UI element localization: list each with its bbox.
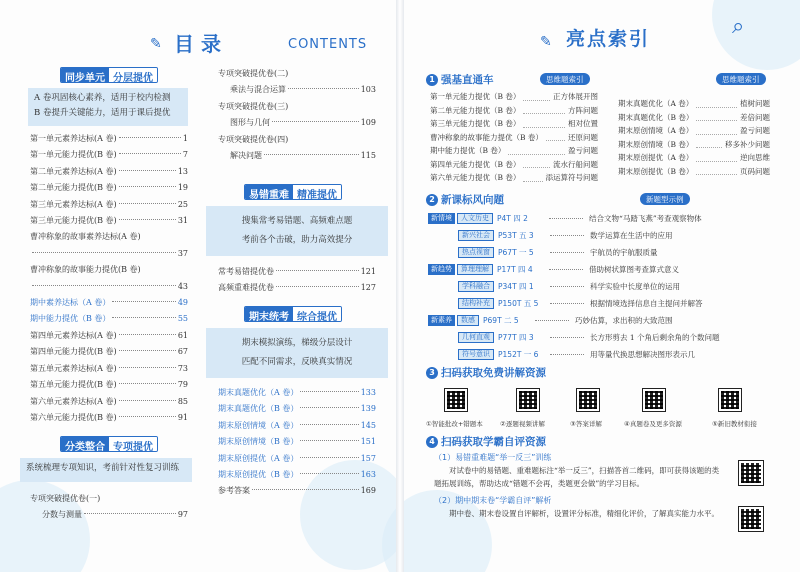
toc-entry-title: 期中能力提优（B 卷） (30, 314, 111, 324)
toc-entry[interactable] (218, 148, 376, 164)
dot-leader (523, 101, 565, 115)
toc-entry-title: 第二单元能力提优(B 卷) (30, 183, 117, 193)
index-entry-topic: 盈亏问题 (740, 126, 770, 135)
question-location: P150T 五 5 (498, 299, 539, 308)
index-entry-title: 第四单元能力提优（B 卷） (430, 159, 521, 169)
toc-entry-title: 高频重难提优卷 (218, 283, 274, 293)
pill-label: 思维题索引 (716, 73, 766, 85)
category-tag: 几何直观 (458, 332, 494, 343)
toc-list-units (30, 131, 188, 426)
toc-entry[interactable] (30, 491, 188, 507)
section-subtag: 专项提优 (109, 437, 157, 451)
section-tag: 易错重难 (245, 185, 293, 199)
dot-leader (112, 317, 175, 318)
index-entry (430, 117, 598, 131)
dot-leader (696, 108, 737, 122)
dot-leader (549, 269, 583, 270)
text-line: 水平。 (696, 509, 719, 518)
dot-leader (549, 218, 583, 219)
toc-page-number: 43 (177, 281, 188, 291)
text-line: 期中卷、期末卷设置自评解析，设置评分标准，精细化评价，了解真实能力 (449, 509, 697, 518)
index-entry (618, 111, 770, 125)
section-heading-text: 强基直通车 (441, 74, 494, 86)
section-description (20, 458, 192, 482)
toc-entry-title: 专项突破提优卷(三) (218, 101, 289, 111)
toc-page-number: 97 (177, 510, 188, 520)
new-question-row (428, 331, 778, 344)
toc-entry[interactable] (30, 164, 188, 180)
dot-leader (696, 162, 737, 176)
toc-entry[interactable] (218, 115, 376, 131)
qr-code[interactable] (718, 388, 742, 412)
question-description: 宇航员的宇航服质量 (590, 248, 658, 257)
section-description (28, 88, 188, 126)
toc-page-number: 31 (177, 216, 188, 226)
toc-entry-title: 专项突破提优卷(四) (218, 134, 289, 144)
category-tag: 新兴社会 (458, 230, 494, 241)
index-entry-topic: 还原问题 (568, 132, 598, 142)
section-heading-2 (426, 192, 504, 207)
category-tag: 符号意识 (458, 349, 494, 360)
new-question-row (428, 212, 778, 225)
question-description: 科学实验中长度单位的运用 (590, 282, 680, 291)
index-entry-title: 期末原创提优（A 卷） (618, 153, 694, 162)
group-tag: 新趋势 (428, 264, 455, 275)
text-line: 对试卷中的易错题、重难题标注“举一反三”，扫描答首二维码，即可获得该题 (449, 466, 705, 475)
toc-entry-title: 第二单元素养达标(A 卷) (30, 166, 117, 176)
toc-page-number: 73 (177, 363, 188, 373)
toc-page-number: 145 (360, 420, 376, 430)
item-text (434, 508, 726, 521)
toc-entry-title: 第三单元能力提优(B 卷) (30, 216, 117, 226)
toc-entry[interactable] (218, 280, 376, 296)
toc-entry[interactable] (30, 197, 188, 213)
qr-code[interactable] (738, 460, 764, 486)
dot-leader (112, 301, 175, 302)
toc-entry[interactable] (218, 401, 376, 417)
qr-caption: ②逐题视频讲解 (500, 420, 545, 428)
qr-caption: ①智能批改+错题本 (426, 420, 483, 428)
index-entry (430, 90, 598, 104)
dot-leader (119, 153, 181, 154)
toc-entry[interactable] (218, 434, 376, 450)
toc-entry[interactable] (30, 131, 188, 147)
dot-leader (32, 285, 176, 286)
dot-leader (523, 87, 550, 101)
section-description (206, 206, 388, 256)
toc-page-number: 91 (177, 412, 188, 422)
index-list-a (430, 90, 598, 185)
index-entry-title: 期末真题优化（B 卷） (618, 112, 694, 122)
toc-page-number: 85 (177, 396, 188, 406)
toc-entry[interactable] (218, 99, 376, 115)
dot-leader (276, 286, 359, 287)
qr-code[interactable] (642, 388, 666, 412)
dot-leader (550, 337, 584, 338)
section-number: 4 (426, 436, 438, 448)
section-description (206, 328, 388, 378)
qr-code[interactable] (738, 506, 764, 532)
toc-entry[interactable] (30, 328, 188, 344)
section-heading-text: 扫码获取免费讲解资源 (441, 367, 546, 379)
toc-page-number: 79 (177, 380, 188, 390)
toc-entry-title: 第三单元素养达标(A 卷) (30, 199, 117, 209)
dot-leader (252, 489, 359, 490)
toc-list-final (218, 385, 376, 500)
section-header-final (244, 306, 342, 322)
toc-entry-title: 第六单元能力提优(B 卷) (30, 412, 117, 422)
qr-code[interactable] (444, 388, 468, 412)
index-entry-title: 曹冲称象的故事能力提优（B 卷） (430, 132, 543, 142)
section-tag: 分类整合 (61, 437, 109, 451)
index-entry-title: 第一单元能力提优（B 卷） (430, 92, 521, 101)
question-description: 长方形剪去 1 个角后剩余角的个数问题 (590, 333, 720, 342)
toc-entry[interactable] (30, 147, 188, 163)
toc-page-number: 169 (360, 486, 376, 496)
toc-page-number: 61 (177, 330, 188, 340)
index-entry-title: 第三单元能力提优（B 卷） (430, 119, 521, 128)
dot-leader (119, 137, 181, 138)
toc-entry-title: 期末原创情境（B 卷） (218, 437, 299, 447)
book-gutter (396, 0, 404, 572)
dot-leader (119, 186, 176, 187)
toc-entry-title: 解决问题 (230, 151, 262, 161)
text-line: 的类题拓展训练，帮助达成“错题不会再，类题更会做”的学习目标。 (434, 466, 720, 488)
toc-entry[interactable] (218, 66, 376, 82)
dot-leader (119, 334, 176, 335)
toc-entry[interactable] (30, 213, 188, 229)
page-title: 亮点索引 (566, 28, 651, 50)
desc-line: 搜集常考易错题、高频难点题 (241, 216, 353, 226)
toc-entry[interactable] (30, 295, 188, 311)
new-question-row (428, 229, 778, 242)
decor-bubble (712, 0, 800, 70)
toc-entry[interactable] (30, 229, 188, 245)
dot-leader (119, 400, 176, 401)
toc-entry-title: 第一单元素养达标(A 卷) (30, 134, 117, 143)
toc-page-number: 157 (360, 453, 376, 463)
toc-entry[interactable] (30, 246, 188, 262)
dot-leader (523, 114, 565, 128)
dot-leader (523, 155, 550, 169)
toc-list-special-cont (218, 66, 376, 164)
toc-page-number: 103 (360, 85, 376, 95)
toc-page-number: 19 (177, 183, 188, 193)
qr-code[interactable] (576, 388, 600, 412)
section-subtag: 综合提优 (293, 307, 341, 321)
toc-page-number: 127 (360, 283, 376, 293)
toc-entry-title: 第四单元素养达标(A 卷) (30, 330, 117, 340)
category-tag: 数感 (457, 315, 479, 326)
desc-line: A 卷巩固核心素养，适用于校内检测 (34, 93, 171, 103)
toc-page-number: 37 (177, 248, 188, 258)
toc-entry-title: 分数与测量 (42, 510, 82, 520)
index-entry (618, 138, 770, 152)
new-question-row (428, 314, 778, 327)
dot-leader (550, 303, 584, 304)
pill-label: 思维题索引 (540, 73, 590, 85)
toc-entry[interactable] (30, 507, 188, 523)
toc-entry-title: 期末原创提优（B 卷） (218, 470, 299, 480)
index-entry-topic: 逆向思维 (740, 153, 770, 162)
index-entry (430, 104, 598, 118)
question-description: 用等量代换思想解决图形表示几 (590, 350, 695, 359)
section-heading-3 (426, 365, 546, 380)
dot-leader (276, 270, 359, 271)
question-location: P17T 四 4 (497, 265, 533, 274)
section-tag: 期末统考 (245, 307, 293, 321)
question-description: 数学运算在生活中的应用 (590, 231, 673, 240)
toc-entry-title: 期中素养达标（A 卷） (30, 298, 111, 308)
category-tag: 算理理解 (457, 264, 493, 275)
toc-entry-title: 参考答案 (218, 486, 250, 496)
index-entry-title: 期末原创提优（B 卷） (618, 166, 694, 176)
toc-entry[interactable] (30, 180, 188, 196)
desc-line: 考前各个击破，助力高效提分 (241, 235, 353, 245)
dot-leader (264, 154, 359, 155)
toc-entry-title: 第五单元素养达标(A 卷) (30, 363, 117, 373)
toc-page-number: 133 (360, 388, 376, 397)
toc-page-number: 55 (177, 314, 188, 324)
qr-caption: ④真题卷及更多资源 (624, 420, 682, 428)
toc-entry-title: 专项突破提优卷(二) (218, 69, 289, 78)
toc-entry-title: 曹冲称象的故事素养达标(A 卷) (30, 232, 141, 242)
category-tag: 人文历史 (457, 213, 493, 224)
index-entry (618, 151, 770, 165)
category-tag: 学科融合 (458, 281, 494, 292)
toc-entry[interactable] (30, 262, 188, 278)
section-heading-1 (426, 72, 494, 87)
toc-entry[interactable] (30, 344, 188, 360)
dot-leader (288, 88, 359, 89)
question-location: P69T 二 5 (483, 316, 519, 325)
toc-entry[interactable] (30, 361, 188, 377)
index-entry-topic: 植树问题 (740, 99, 770, 108)
section-tag: 同步单元 (61, 68, 109, 82)
toc-page-number: 115 (360, 151, 376, 161)
section-subtag: 精准提优 (293, 185, 341, 199)
index-list-b (618, 97, 770, 178)
toc-list-errors (218, 264, 376, 297)
dot-leader (300, 424, 358, 425)
toc-entry-title: 期末原创提优（A 卷） (218, 453, 299, 463)
new-question-row (428, 246, 778, 259)
dot-leader (696, 121, 737, 135)
dot-leader (508, 141, 565, 155)
section-header-category (60, 436, 158, 452)
toc-entry-title: 第一单元能力提优(B 卷) (30, 150, 117, 160)
desc-line: 期末模拟演练，梯级分层设计 (241, 338, 353, 348)
dot-leader (550, 235, 584, 236)
toc-page-number: 67 (177, 347, 188, 357)
pill-label: 新题型示例 (640, 193, 690, 205)
qr-caption: ③答案详解 (570, 420, 602, 428)
index-entry-topic: 相对位置 (568, 119, 598, 128)
index-entry-title: 期中能力提优（B 卷） (430, 146, 506, 155)
index-entry (618, 165, 770, 179)
section-heading-4 (426, 434, 546, 449)
dot-leader (119, 383, 176, 384)
dot-leader (696, 135, 722, 149)
toc-entry-title: 期末真题优化（B 卷） (218, 404, 299, 414)
magnifier-icon: ⌕ (732, 14, 745, 39)
dot-leader (119, 219, 176, 220)
desc-line: B 卷提升关键能力，适用于课后提优 (34, 108, 171, 118)
page-title: 目 录 (174, 32, 221, 56)
section-number: 1 (426, 74, 438, 86)
qr-caption: ⑤新旧教材衔接 (712, 420, 757, 428)
toc-page-number: 49 (177, 298, 188, 308)
toc-entry[interactable] (30, 311, 188, 327)
toc-page-number: 121 (360, 267, 376, 276)
desc-line: 系统梳理专项知识，考前针对性复习训练 (26, 463, 180, 473)
dot-leader (523, 168, 542, 182)
dot-leader (696, 94, 737, 108)
toc-entry[interactable] (218, 483, 376, 499)
index-entry-topic: 移多补少问题 (725, 139, 770, 149)
toc-entry[interactable] (218, 385, 376, 401)
toc-entry[interactable] (218, 467, 376, 483)
toc-entry[interactable] (30, 279, 188, 295)
category-tag: 结构补充 (458, 298, 494, 309)
section-header-sync (60, 67, 158, 83)
toc-entry-title: 第四单元能力提优(B 卷) (30, 347, 117, 357)
new-question-row (428, 348, 778, 361)
index-entry-title: 期末真题优化（A 卷） (618, 99, 694, 108)
index-entry (430, 171, 598, 185)
dot-leader (84, 513, 176, 514)
index-entry-topic: 流水行船问题 (553, 159, 598, 169)
toc-entry[interactable] (30, 410, 188, 426)
toc-entry[interactable] (218, 418, 376, 434)
dot-leader (32, 252, 176, 253)
qr-code[interactable] (516, 388, 540, 412)
dot-leader (300, 440, 358, 441)
question-location: P34T 四 1 (498, 282, 534, 291)
dot-leader (696, 148, 737, 162)
dot-leader (300, 473, 358, 474)
toc-page-number: 13 (177, 166, 188, 176)
toc-entry-title: 乘法与混合运算 (230, 85, 286, 95)
dot-leader (535, 320, 569, 321)
dot-leader (300, 391, 358, 392)
dot-leader (546, 128, 565, 142)
toc-entry[interactable] (218, 264, 376, 280)
pencil-icon: ✎ (150, 36, 162, 52)
toc-entry-title: 期末真题优化（A 卷） (218, 388, 299, 397)
toc-page-number: 1 (182, 134, 188, 143)
item-title: （2）期中期末卷“学霸自评”解析 (434, 496, 552, 505)
toc-entry-title: 专项突破提优卷(一) (30, 494, 101, 503)
toc-entry[interactable] (218, 82, 376, 98)
index-entry (430, 144, 598, 158)
page-subtitle: CONTENTS (288, 37, 368, 52)
question-location: P4T 四 2 (497, 214, 528, 223)
index-entry-topic: 方阵问题 (568, 105, 598, 115)
index-entry-topic: 盈亏问题 (568, 146, 598, 155)
dot-leader (550, 286, 584, 287)
question-location: P77T 四 3 (498, 333, 534, 342)
question-description: 借助树状算图考查算式意义 (589, 265, 679, 274)
new-question-row (428, 280, 778, 293)
index-entry-topic: 正方体展开图 (553, 92, 598, 101)
group-tag: 新情境 (428, 213, 455, 224)
index-entry (618, 124, 770, 138)
item-title: （1）易错重难题“举一反三”训练 (434, 453, 552, 462)
dot-leader (119, 416, 176, 417)
toc-page-number: 7 (182, 150, 188, 160)
index-entry-topic: 添运算符号问题 (545, 173, 598, 182)
item-text (434, 465, 726, 490)
toc-page-number: 25 (177, 199, 188, 209)
toc-entry-title: 第五单元能力提优(B 卷) (30, 380, 117, 390)
group-tag: 新素养 (428, 315, 455, 326)
section-number: 3 (426, 367, 438, 379)
dot-leader (300, 407, 358, 408)
toc-page-number: 151 (360, 437, 376, 447)
toc-entry-title: 第六单元素养达标(A 卷) (30, 396, 117, 406)
dot-leader (550, 354, 584, 355)
pencil-icon: ✎ (540, 34, 552, 50)
index-entry-title: 期末原创情境（A 卷） (618, 126, 694, 135)
section-heading-text: 扫码获取学霸自评资源 (441, 436, 546, 448)
desc-line: 匹配不同需求，反映真实情况 (241, 357, 353, 367)
new-question-row (428, 263, 778, 276)
dot-leader (272, 121, 359, 122)
index-entry-title: 期末原创情境（B 卷） (618, 139, 694, 149)
question-location: P67T 一 5 (498, 248, 534, 257)
dot-leader (119, 350, 176, 351)
question-description: 根据情境选择信息自主提问并解答 (590, 299, 703, 308)
toc-entry[interactable] (30, 377, 188, 393)
toc-entry-title: 常考易错提优卷 (218, 267, 274, 276)
section-header-errors (244, 184, 342, 200)
index-entry (430, 158, 598, 172)
question-description: 巧妙估算，求出积的大致范围 (575, 316, 673, 325)
toc-list-special (30, 491, 188, 524)
toc-page-number: 109 (360, 118, 376, 128)
category-tag: 热点视窗 (458, 247, 494, 258)
dot-leader (119, 367, 176, 368)
dot-leader (119, 203, 176, 204)
toc-entry[interactable] (218, 132, 376, 148)
toc-entry-title: 曹冲称象的故事能力提优(B 卷) (30, 265, 141, 275)
toc-entry[interactable] (218, 451, 376, 467)
dot-leader (550, 252, 584, 253)
dot-leader (119, 170, 176, 171)
index-entry (618, 97, 770, 111)
toc-entry-title: 期末原创情境（A 卷） (218, 420, 299, 430)
index-entry-topic: 页码问题 (740, 166, 770, 176)
toc-page-number: 163 (360, 470, 376, 480)
toc-page-number: 139 (360, 404, 376, 414)
toc-entry[interactable] (30, 394, 188, 410)
question-description: 结合文物“马踏飞燕”考查观察物体 (589, 214, 702, 223)
toc-entry-title: 图形与几何 (230, 118, 270, 128)
section-subtag: 分层提优 (109, 68, 157, 82)
question-location: P152T 一 6 (498, 350, 539, 359)
new-question-row (428, 297, 778, 310)
dot-leader (300, 457, 358, 458)
index-entry-title: 第二单元能力提优（B 卷） (430, 105, 521, 115)
question-location: P53T 五 3 (498, 231, 534, 240)
index-entry-title: 第六单元能力提优（B 卷） (430, 173, 521, 182)
section-heading-text: 新课标风向题 (441, 194, 504, 206)
section-number: 2 (426, 194, 438, 206)
index-entry-topic: 差倍问题 (740, 112, 770, 122)
